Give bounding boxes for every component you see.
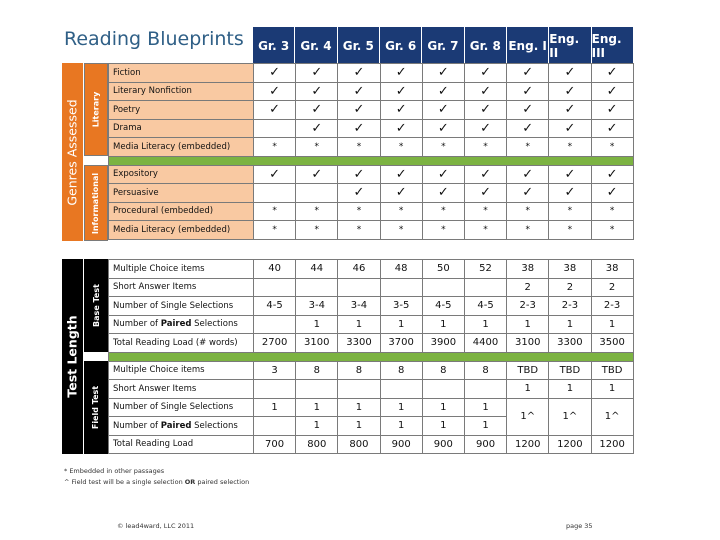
value-cell: 700 — [254, 435, 296, 454]
value-cell: 1200 — [507, 435, 549, 454]
caret-cell: 1^ — [591, 398, 633, 435]
value-cell: 1 — [507, 315, 549, 334]
row-label: Persuasive — [109, 184, 254, 203]
value-cell — [464, 380, 506, 399]
value-cell: TBD — [549, 361, 591, 380]
value-cell: 2 — [549, 278, 591, 297]
value-cell: TBD — [507, 361, 549, 380]
value-cell: 1 — [549, 380, 591, 399]
value-cell: 1 — [464, 315, 506, 334]
value-cell: ✓ — [507, 165, 549, 184]
value-cell: 1200 — [549, 435, 591, 454]
value-cell: ✓ — [380, 184, 422, 203]
value-cell — [254, 417, 296, 436]
value-cell: ✓ — [338, 165, 380, 184]
value-cell: 4-5 — [422, 297, 464, 316]
value-cell: ✓ — [338, 119, 380, 138]
grade-header-row — [253, 27, 633, 64]
value-cell: ✓ — [296, 101, 338, 120]
value-cell — [338, 278, 380, 297]
value-cell: * — [380, 202, 422, 221]
value-cell: 1 — [296, 315, 338, 334]
row-label: Number of Single Selections — [109, 398, 254, 417]
value-cell: * — [507, 138, 549, 157]
value-cell: * — [422, 221, 464, 240]
value-cell: 2-3 — [507, 297, 549, 316]
value-cell: * — [591, 138, 633, 157]
row-label: Short Answer Items — [109, 380, 254, 399]
row-label: Number of Single Selections — [109, 297, 254, 316]
value-cell: 3300 — [338, 334, 380, 353]
value-cell: 3300 — [549, 334, 591, 353]
value-cell: 52 — [464, 260, 506, 279]
table-row — [109, 82, 634, 101]
value-cell: 800 — [296, 435, 338, 454]
value-cell: 46 — [338, 260, 380, 279]
note-field-test: ^ Field test will be a single selection OR paired selection — [64, 478, 250, 486]
value-cell: ✓ — [296, 165, 338, 184]
section-divider — [109, 352, 634, 361]
value-cell: * — [549, 221, 591, 240]
value-cell: ✓ — [549, 165, 591, 184]
row-label: Total Reading Load — [109, 435, 254, 454]
value-cell: 2-3 — [549, 297, 591, 316]
row-label: Number of Paired Selections — [109, 417, 254, 436]
table-row — [109, 138, 634, 157]
value-cell: ✓ — [549, 64, 591, 83]
value-cell: * — [254, 138, 296, 157]
row-label: Procedural (embedded) — [109, 202, 254, 221]
value-cell: ✓ — [380, 101, 422, 120]
value-cell: 800 — [338, 435, 380, 454]
value-cell: 8 — [338, 361, 380, 380]
row-label: Literary Nonfiction — [109, 82, 254, 101]
row-label: Poetry — [109, 101, 254, 120]
table-row — [109, 361, 634, 380]
value-cell: 2-3 — [591, 297, 633, 316]
value-cell: 3100 — [296, 334, 338, 353]
value-cell: * — [464, 221, 506, 240]
value-cell: 900 — [380, 435, 422, 454]
table-row — [109, 398, 634, 417]
value-cell: ✓ — [296, 64, 338, 83]
footer-page-number: page 35 — [566, 522, 593, 530]
value-cell — [422, 278, 464, 297]
grade-header-8: Eng. III — [591, 27, 633, 64]
value-cell: ✓ — [422, 64, 464, 83]
value-cell: ✓ — [380, 64, 422, 83]
value-cell: 1 — [338, 417, 380, 436]
value-cell: ✓ — [422, 184, 464, 203]
value-cell — [338, 380, 380, 399]
value-cell: ✓ — [591, 165, 633, 184]
value-cell: 8 — [296, 361, 338, 380]
grade-header-2: Gr. 5 — [337, 27, 379, 64]
note-embedded: * Embedded in other passages — [64, 467, 165, 475]
grade-header-0: Gr. 3 — [253, 27, 294, 64]
value-cell — [464, 278, 506, 297]
table-row — [109, 297, 634, 316]
test-length-label: Test Length — [62, 259, 83, 454]
value-cell: ✓ — [422, 119, 464, 138]
row-label: Drama — [109, 119, 254, 138]
value-cell: ✓ — [254, 64, 296, 83]
value-cell — [254, 315, 296, 334]
value-cell: 3700 — [380, 334, 422, 353]
value-cell: 1 — [464, 417, 506, 436]
value-cell: ✓ — [507, 82, 549, 101]
value-cell — [254, 184, 296, 203]
value-cell: ✓ — [464, 64, 506, 83]
value-cell: * — [464, 202, 506, 221]
table-row — [109, 260, 634, 279]
value-cell — [254, 278, 296, 297]
value-cell: 2 — [507, 278, 549, 297]
row-label: Expository — [109, 165, 254, 184]
value-cell: 2 — [591, 278, 633, 297]
grade-header-3: Gr. 6 — [379, 27, 421, 64]
table-row — [109, 119, 634, 138]
table-row — [109, 380, 634, 399]
value-cell — [380, 278, 422, 297]
value-cell: 38 — [507, 260, 549, 279]
value-cell: 1 — [338, 315, 380, 334]
value-cell: 38 — [549, 260, 591, 279]
value-cell — [296, 380, 338, 399]
value-cell: 3-4 — [338, 297, 380, 316]
value-cell: ✓ — [422, 165, 464, 184]
value-cell: 4-5 — [464, 297, 506, 316]
value-cell: 900 — [422, 435, 464, 454]
value-cell: 50 — [422, 260, 464, 279]
literary-label: Literary — [84, 63, 108, 156]
value-cell: 1 — [591, 380, 633, 399]
value-cell: 3100 — [507, 334, 549, 353]
grade-header-1: Gr. 4 — [294, 27, 336, 64]
value-cell: ✓ — [464, 82, 506, 101]
row-label: Multiple Choice items — [109, 361, 254, 380]
value-cell: 3-4 — [296, 297, 338, 316]
value-cell: 1 — [380, 398, 422, 417]
value-cell: * — [254, 202, 296, 221]
value-cell: * — [422, 202, 464, 221]
caret-cell: 1^ — [549, 398, 591, 435]
table-row — [109, 202, 634, 221]
value-cell: ✓ — [549, 119, 591, 138]
table-row — [109, 101, 634, 120]
value-cell: * — [338, 202, 380, 221]
value-cell: 40 — [254, 260, 296, 279]
value-cell: ✓ — [464, 119, 506, 138]
value-cell: 1 — [422, 417, 464, 436]
informational-label: Informational — [84, 165, 108, 241]
footer-copyright: © lead4ward, LLC 2011 — [117, 522, 195, 530]
value-cell: 8 — [422, 361, 464, 380]
table-row — [109, 64, 634, 83]
value-cell — [380, 380, 422, 399]
value-cell — [422, 380, 464, 399]
value-cell: ✓ — [507, 119, 549, 138]
value-cell: ✓ — [338, 82, 380, 101]
table-row — [109, 165, 634, 184]
value-cell: ✓ — [549, 184, 591, 203]
value-cell: 1 — [296, 417, 338, 436]
value-cell: * — [338, 221, 380, 240]
value-cell: ✓ — [422, 82, 464, 101]
value-cell: ✓ — [380, 165, 422, 184]
value-cell: ✓ — [507, 101, 549, 120]
value-cell: ✓ — [296, 82, 338, 101]
genres-assessed-label: Genres Assessed — [62, 63, 83, 241]
value-cell: * — [507, 202, 549, 221]
value-cell: 1 — [549, 315, 591, 334]
value-cell — [254, 380, 296, 399]
row-label: Multiple Choice items — [109, 260, 254, 279]
value-cell: 3500 — [591, 334, 633, 353]
value-cell: * — [591, 221, 633, 240]
value-cell: ✓ — [338, 101, 380, 120]
value-cell: ✓ — [296, 119, 338, 138]
field-test-label: Field Test — [84, 361, 108, 454]
value-cell: 1 — [464, 398, 506, 417]
value-cell: * — [296, 221, 338, 240]
value-cell — [296, 184, 338, 203]
table-row — [109, 184, 634, 203]
value-cell: ✓ — [338, 184, 380, 203]
value-cell: 1 — [338, 398, 380, 417]
value-cell: ✓ — [591, 64, 633, 83]
value-cell: * — [296, 138, 338, 157]
value-cell: 1 — [422, 398, 464, 417]
value-cell: 48 — [380, 260, 422, 279]
value-cell: TBD — [591, 361, 633, 380]
value-cell: 900 — [464, 435, 506, 454]
value-cell: 1 — [296, 398, 338, 417]
value-cell: 2700 — [254, 334, 296, 353]
row-label: Number of Paired Selections — [109, 315, 254, 334]
value-cell: 8 — [464, 361, 506, 380]
value-cell: ✓ — [254, 101, 296, 120]
grade-header-5: Gr. 8 — [464, 27, 506, 64]
value-cell: 3 — [254, 361, 296, 380]
value-cell: * — [549, 202, 591, 221]
value-cell: ✓ — [591, 101, 633, 120]
value-cell: ✓ — [591, 184, 633, 203]
table-row — [109, 315, 634, 334]
value-cell: 1 — [422, 315, 464, 334]
table-row — [109, 278, 634, 297]
value-cell: 1 — [254, 398, 296, 417]
row-label: Media Literacy (embedded) — [109, 221, 254, 240]
value-cell: 1 — [380, 315, 422, 334]
value-cell: ✓ — [507, 184, 549, 203]
table-row — [109, 334, 634, 353]
row-label: Media Literacy (embedded) — [109, 138, 254, 157]
value-cell: * — [549, 138, 591, 157]
value-cell — [296, 278, 338, 297]
page-title: Reading Blueprints — [64, 28, 244, 50]
value-cell: ✓ — [464, 165, 506, 184]
value-cell: 1 — [507, 380, 549, 399]
value-cell: ✓ — [254, 165, 296, 184]
value-cell: ✓ — [464, 184, 506, 203]
value-cell: ✓ — [338, 64, 380, 83]
value-cell: 1 — [591, 315, 633, 334]
value-cell: * — [464, 138, 506, 157]
value-cell: 8 — [380, 361, 422, 380]
row-label: Total Reading Load (# words) — [109, 334, 254, 353]
value-cell — [254, 119, 296, 138]
value-cell: ✓ — [549, 101, 591, 120]
value-cell: ✓ — [422, 101, 464, 120]
value-cell: * — [380, 138, 422, 157]
value-cell: 4-5 — [254, 297, 296, 316]
value-cell: ✓ — [380, 119, 422, 138]
value-cell: * — [254, 221, 296, 240]
value-cell: 1 — [380, 417, 422, 436]
value-cell: ✓ — [591, 119, 633, 138]
value-cell: ✓ — [380, 82, 422, 101]
base-test-label: Base Test — [84, 259, 108, 352]
value-cell: ✓ — [254, 82, 296, 101]
value-cell: * — [507, 221, 549, 240]
grade-header-7: Eng. II — [548, 27, 590, 64]
table-row — [109, 221, 634, 240]
row-label: Fiction — [109, 64, 254, 83]
grade-header-4: Gr. 7 — [421, 27, 463, 64]
value-cell: ✓ — [464, 101, 506, 120]
value-cell: * — [422, 138, 464, 157]
value-cell: 1200 — [591, 435, 633, 454]
value-cell: ✓ — [549, 82, 591, 101]
caret-cell: 1^ — [507, 398, 549, 435]
grade-header-6: Eng. I — [506, 27, 548, 64]
value-cell: * — [380, 221, 422, 240]
value-cell: 4400 — [464, 334, 506, 353]
value-cell: ✓ — [591, 82, 633, 101]
row-label: Short Answer Items — [109, 278, 254, 297]
value-cell: 3-5 — [380, 297, 422, 316]
value-cell: 38 — [591, 260, 633, 279]
test-length-table — [108, 259, 634, 454]
value-cell: * — [338, 138, 380, 157]
section-divider — [109, 156, 634, 165]
value-cell: ✓ — [507, 64, 549, 83]
value-cell: 44 — [296, 260, 338, 279]
value-cell: * — [296, 202, 338, 221]
value-cell: * — [591, 202, 633, 221]
table-row — [109, 435, 634, 454]
value-cell: 3900 — [422, 334, 464, 353]
genres-table — [108, 63, 634, 240]
